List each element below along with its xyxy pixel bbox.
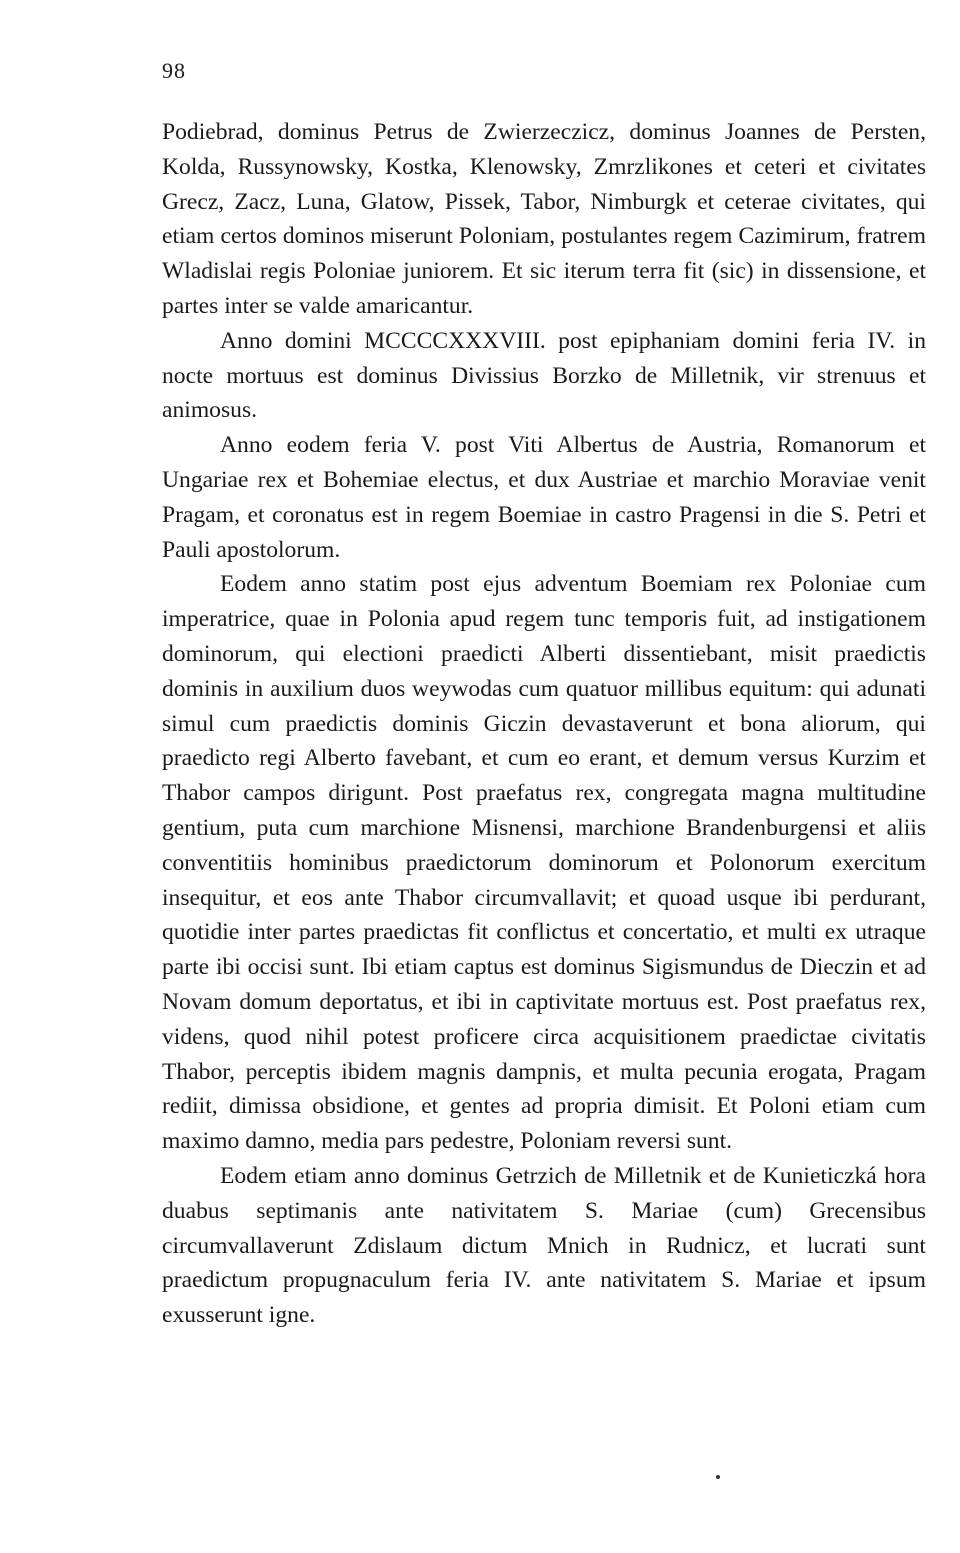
- page-number: 98: [162, 58, 186, 83]
- paragraph-eodem-anno: Eodem anno statim post ejus adventum Boemiam rex Poloniae cum imperatrice, quae in Polonia apud regem tunc temporis fuit, ad instigationem dominorum, qui electioni praedicti Alberti dissentiebant, misit praedictis dominis in auxilium duos weywodas cum quatuor millibus equitum: qui adunati simul cum praedictis dominis Giczin devastaverunt et bona aliorum, qui praedicto regi Alberto favebant, et cum eo erant, et demum versus Kurzim et Thabor campos dirigunt. Post praefatus rex, congregata magna multitudine gentium, puta cum marchione Misnensi, marchione Brandenburgensi et aliis conventitiis hominibus praedictorum dominorum et Polonorum exercitum insequitur, et eos ante Thabor circumvallavit; et quoad usque ibi perdurant, quotidie inter partes praedictas fit conflictus et concertatio, et multi ex utraque parte ibi occisi sunt. Ibi etiam captus est dominus Sigismundus de Dieczin et ad Novam domum deportatus, et ibi in captivitate mortuus est. Post praefatus rex, videns, quod nihil potest proficere circa acquisitionem praedictae civitatis Thabor, perceptis ibidem magnis dampnis, et multa pecunia erogata, Pragam rediit, dimissa obsidione, et gentes ad propria dimisit. Et Poloni etiam cum maximo damno, media pars pedestre, Poloniam reversi sunt.: [162, 571, 926, 1155]
- paragraph-continuation: Podiebrad, dominus Petrus de Zwierzeczicz, dominus Joannes de Persten, Kolda, Russynowsky, Kostka, Klenowsky, Zmrzlikones et ceteri et civitates Grecz, Zacz, Luna, Glatow, Pissek, Tabor, Nimburgk et ceterae civitates, qui etiam certos dominos miserunt Poloniam, postulantes regem Cazimirum, fratrem Wladislai regis Poloniae juniorem. Et sic iterum terra fit (sic) in dissensione, et partes inter se valde amaricantur.: [162, 119, 926, 319]
- body-text: [162, 115, 926, 1333]
- paragraph-anno-1438: Anno domini MCCCCXXXVIII. post epiphaniam domini feria IV. in nocte mortuus est dominus Divissius Borzko de Milletnik, vir strenuus et animosus.: [162, 327, 926, 424]
- paragraph-albertus: Anno eodem feria V. post Viti Albertus de Austria, Romanorum et Ungariae rex et Bohemiae electus, et dux Austriae et marchio Moraviae venit Pragam, et coronatus est in regem Boemiae in castro Pragensi in die S. Petri et Pauli apostolorum.: [162, 432, 926, 563]
- paragraph-getrzich: Eodem etiam anno dominus Getrzich de Milletnik et de Kunieticzká hora duabus septimanis ante nativitatem S. Mariae (cum) Grecensibus circumvallaverunt Zdislaum dictum Mnich in Rudnicz, et lucrati sunt praedictum propugnaculum feria IV. ante nativitatem S. Mariae et ipsum exusserunt igne.: [162, 1162, 926, 1329]
- print-speck: [716, 1475, 720, 1479]
